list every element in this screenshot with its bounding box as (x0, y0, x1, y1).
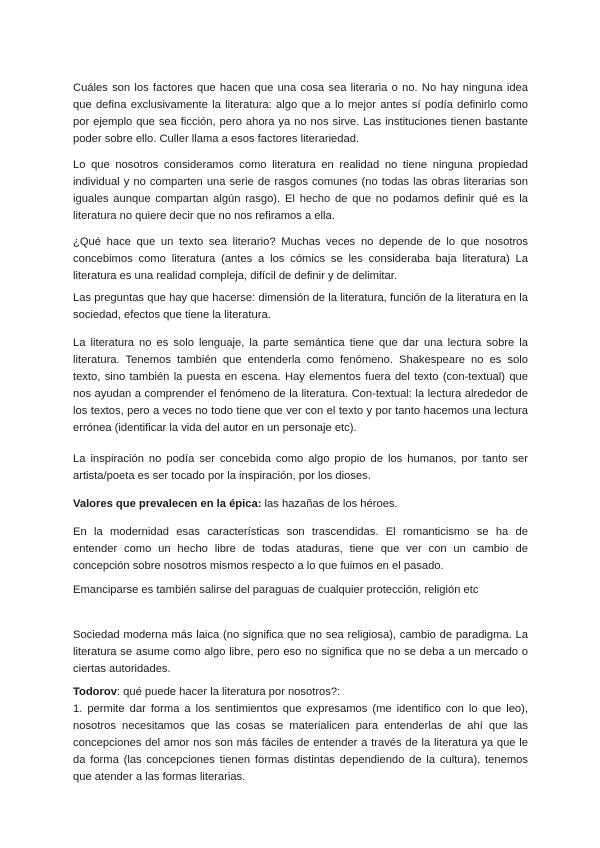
todorov-label: Todorov (73, 686, 117, 698)
epica-label: Valores que prevalecen en la épica: (73, 498, 262, 510)
paragraph-preguntas: Las preguntas que hay que hacerse: dimensión de la literatura, función de la literatura en la sociedad, efectos que tiene la literatura. (73, 292, 528, 321)
paragraph-epica (73, 496, 528, 513)
paragraph-emanciparse: Emanciparse es también salirse del paraguas de cualquier protección, religión etc (73, 584, 479, 596)
paragraph-modernidad: En la modernidad esas características son trascendidas. El romanticismo se ha de entender como un hecho libre de todas ataduras, tiene que ver con un cambio de concepción sobre nosotros mismos respecto a lo que fuimos en el pasado. (73, 526, 528, 572)
paragraph-texto-literario: ¿Qué hace que un texto sea literario? Muchas veces no depende de lo que nosotros concebimos como literatura (antes a los cómics se les consideraba baja literatura) La literatura es una realidad compleja, difícil de definir y de delimitar. (73, 236, 528, 282)
paragraph-factores: Cuáles son los factores que hacen que una cosa sea literaria o no. No hay ninguna idea que defina exclusivamente la literatura: algo que a lo mejor antes sí podía definirlo como por ejemplo que sea ficción, pero ahora ya no nos sirve. Las instituciones tienen bastante poder sobre ello. Culler llama a esos factores literariedad. (73, 82, 528, 145)
paragraph-inspiracion: La inspiración no podía ser concebida como algo propio de los humanos, por tanto ser artista/poeta es ser tocado por la inspiración, por los dioses. (73, 453, 528, 482)
paragraph-lenguaje: La literatura no es solo lenguaje, la parte semántica tiene que dar una lectura sobre la literatura. Tenemos también que entenderla como fenómeno. Shakespeare no es solo texto, sino también la puesta en escena. Hay elementos fuera del texto (con-textual) que nos ayudan a comprender el fenómeno de la literatura. Con-textual: la lectura alrededor de los textos, pero a veces no todo tiene que ver con el texto y por tanto hacemos una lectura errónea (identificar la vida del autor en un personaje etc). (73, 337, 528, 434)
epica-text: las hazañas de los héroes. (261, 498, 398, 510)
paragraph-propiedad: Lo que nosotros consideramos como literatura en realidad no tiene ninguna propiedad individual y no comparten una serie de rasgos comunes (no todas las obras literarias son iguales aunque compartan algún rasgo). El hecho de que no podamos definir qué es la literatura no quiere decir que no nos refiramos a ella. (73, 159, 528, 222)
paragraph-todorov-item-1: 1. permite dar forma a los sentimientos que expresamos (me identifico con lo que leo), nosotros necesitamos que las cosas se materialicen para entenderlas de ahí que las concepciones del amor nos son más fáciles de entender a través de la literatura ya que le da forma (las concepciones tienen formas distintas dependiendo de la cultura), tenemos que atender a las formas literarias. (73, 703, 528, 783)
paragraph-sociedad: Sociedad moderna más laica (no significa que no sea religiosa), cambio de paradigma. La literatura se asume como algo libre, pero eso no significa que no se deba a un mercado o ciertas autoridades. (73, 629, 528, 675)
todorov-question: : qué puede hacer la literatura por nosotros?: (116, 686, 341, 698)
paragraph-todorov-heading (73, 684, 528, 701)
